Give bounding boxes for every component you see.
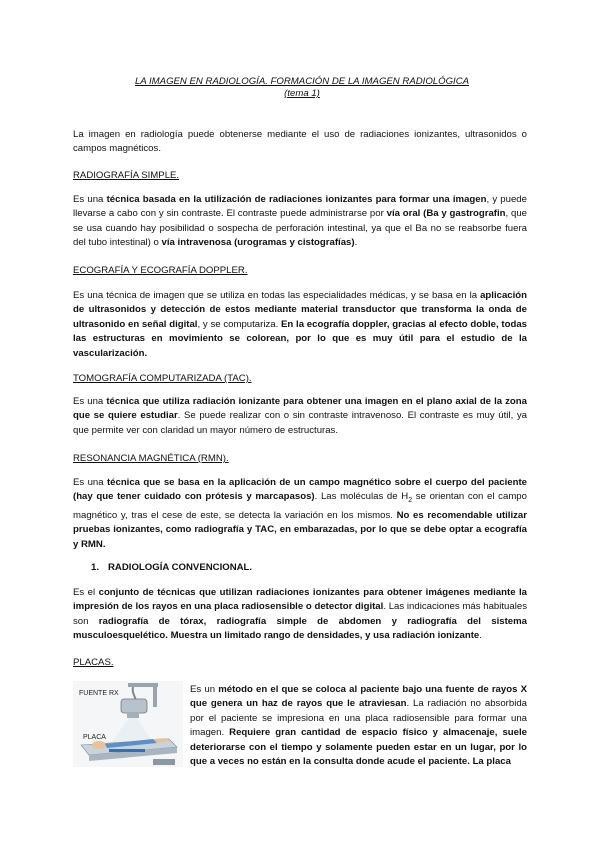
xray-machine-icon [73,681,183,767]
text: , y puede llevarse a cabo con y sin contraste. El contraste puede administrarse por [73,194,527,220]
text: se orientan con el campo magnético y, tras el cese de este, se detecta la variación en los mismos. [73,491,527,521]
bold-text: vía intravenosa (urogramas y cistografías) [161,237,355,249]
heading-convencional: RADIOLOGÍA CONVENCIONAL. [108,562,253,573]
bold-text: radiografía de tórax, radiografía simple de abdomen y radiografía del sistema musculoesquelético. Muestra un limitado rango de densidades, y usa radiación ionizante [73,615,527,642]
bold-text: vía oral (Ba y gastrografin [386,208,506,220]
text: . La radiación no absorbida por el paciente se impresiona en una placa radiosensible para formar una imagen. [190,698,527,739]
heading-ecografia: ECOGRAFÍA Y ECOGRAFÍA DOPPLER. [73,265,248,276]
paragraph-placas [190,683,527,769]
intro-paragraph: La imagen en radiología puede obtenerse mediante el uso de radiaciones ionizantes, ultrasonidos o campos magnéticos. [73,129,527,155]
text: . Las moléculas de H [314,491,409,503]
text: Es una [73,396,107,407]
document-title [72,76,532,100]
paragraph-tomografia [73,395,527,438]
bold-text: Requiere gran cantidad de espacio físico y almacenaje, suele deteriorarse con el tiempo y solamente pueden estar en un lugar, por lo que a veces no están en la consulta donde acude el paciente. La placa [190,727,527,768]
text: Es una técnica de imagen que se utiliza en todas las especialidades médicas, y se basa en la [73,290,481,301]
xray-illustration [73,681,183,767]
text: . Se puede realizar con o sin contraste intravenoso. El contraste es muy útil, ya que permite ver con claridad un mayor número de estructuras. [73,410,527,436]
bold-text: técnica que utiliza radiación ionizante para obtener una imagen en el plano axial de la zona que se quiere estudiar [73,396,527,422]
figure-label-plate: PLACA [83,734,106,741]
text: Es un [190,684,219,695]
text: . [354,237,358,249]
subscript: 2 [408,497,413,505]
heading-resonancia: RESONANCIA MAGNÉTICA (RMN). [73,453,229,464]
bold-text: método en el que se coloca al paciente bajo una fuente de rayos X que genera un haz de rayos que le atraviesan [190,684,527,710]
heading-radiografia: RADIOGRAFÍA SIMPLE. [73,170,180,181]
title-line-2: (tema 1) [284,88,320,99]
bold-text: conjunto de técnicas que utilizan radiaciones ionizantes para obtener imágenes mediante la impresión de los rayos en una placa radiosensible o detector digital [73,587,527,613]
text: Es el [73,587,99,598]
paragraph-convencional [73,586,527,644]
paragraph-ecografia [73,289,527,361]
bold-text: técnica que se basa en la aplicación de un campo magnético sobre el cuerpo del paciente (hay que tener cuidado con prótesis y marcapasos) [73,477,527,503]
title-line-1: LA IMAGEN EN RADIOLOGÍA. FORMACIÓN DE LA IMAGEN RADIOLÓGICA [134,76,470,87]
text: , y se computariza. [197,318,282,330]
bold-text: aplicación de ultrasonidos y detección de estos mediante material transductor que transforma la onda de ultrasonido en señal digital [73,290,527,330]
text: . Las indicaciones más habituales son [73,601,527,627]
text: , que se usa cuando hay posibilidad o sospecha de perforación intestinal, ya que el Ba no se reabsorbe fuera del tubo intestinal) o [73,208,527,249]
heading-tomografia: TOMOGRAFÍA COMPUTARIZADA (TAC). [73,373,252,384]
bold-text: técnica basada en la utilización de radiaciones ionizantes para formar una imagen [106,194,487,205]
figure-label-source: FUENTE RX [79,690,119,697]
section-number: 1. [91,562,100,573]
paragraph-resonancia [73,476,527,552]
heading-placas: PLACAS. [73,657,114,668]
bold-text: En la ecografía doppler, gracias al efecto doble, todas las estructuras en movimiento se colorean, por lo que es muy útil para el estudio de la vascularización. [73,318,527,359]
text: Es una [73,194,107,205]
text: . [479,630,482,642]
bold-text: No es recomendable utilizar pruebas ionizantes, como radiografía y TAC, en embarazadas, por lo que se debe optar a ecografía y RMN. [73,509,528,550]
paragraph-radiografia [73,193,527,251]
text: Es una [73,477,107,488]
